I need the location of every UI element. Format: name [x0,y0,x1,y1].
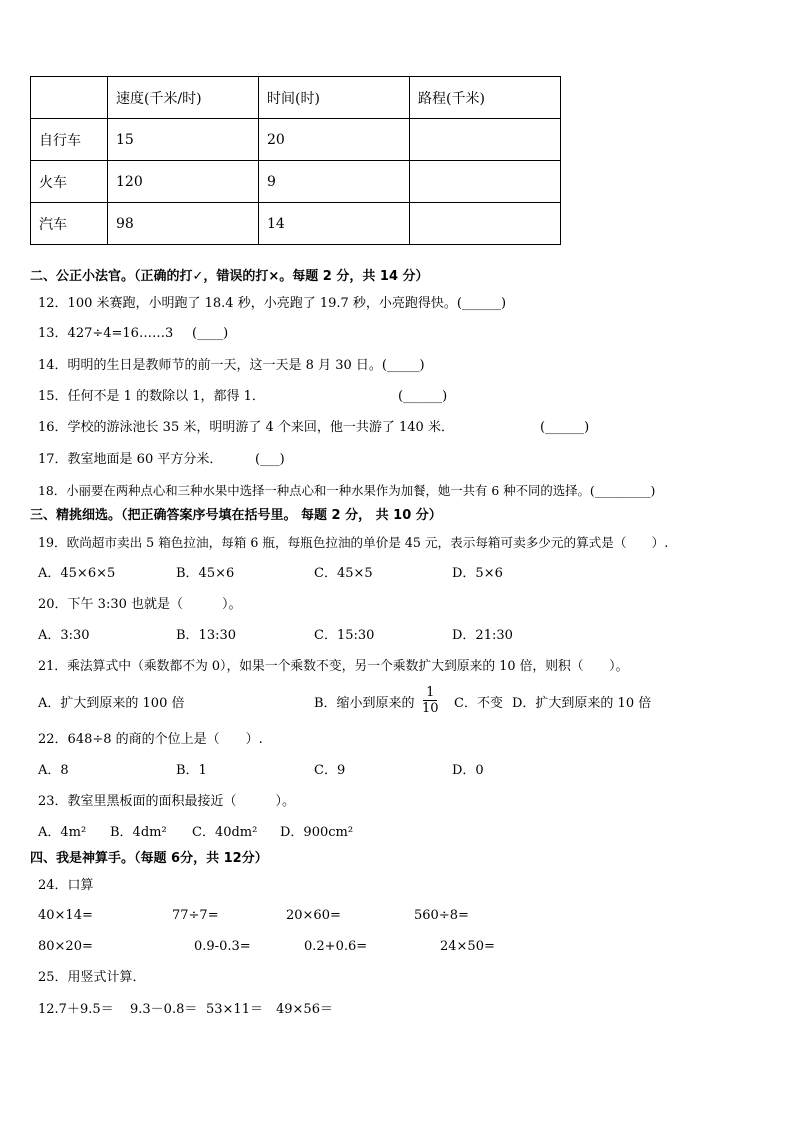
option-a[interactable]: A．8 [38,763,69,778]
calc-item: 24×50= [440,939,495,954]
option-d[interactable]: D．0 [452,763,484,778]
option-d[interactable]: D．扩大到原来的 10 倍 [512,696,652,711]
calc-item: 80×20= [38,939,93,954]
option-b[interactable]: B．缩小到原来的 [314,696,415,711]
option-c[interactable]: C．40dm² [192,825,258,840]
fraction-denominator: 10 [422,701,439,716]
table-header-time: 时间(时) [259,77,410,119]
table-cell [31,77,108,119]
table-cell: 120 [108,161,259,203]
calc-item: 20×60= [286,908,341,923]
option-a[interactable]: A．3:30 [38,628,90,643]
option-a[interactable]: A．扩大到原来的 100 倍 [38,696,185,711]
question-12: 12．100 米赛跑，小明跑了 18.4 秒，小亮跑了 19.7 秒，小亮跑得快。(______) [38,296,507,311]
answer-blank[interactable]: (______) [540,420,590,435]
option-c[interactable]: C．15:30 [314,628,375,643]
question-15: 15．任何不是 1 的数除以 1，都得 1． [38,389,265,404]
question-14: 14．明明的生日是教师节的前一天，这一天是 8 月 30 日。(_____) [38,358,425,373]
option-a[interactable]: A．45×6×5 [38,566,116,581]
calc-item: 0.2+0.6= [304,939,368,954]
question-24: 24．口算 [38,878,94,893]
table-cell: 火车 [31,161,108,203]
question-22: 22．648÷8 的商的个位上是（ ）. [38,732,263,747]
table-cell: 20 [259,119,410,161]
calc-item: 12.7＋9.5＝ [38,1002,114,1017]
option-b[interactable]: B．4dm² [110,825,167,840]
option-d[interactable]: D．900cm² [280,825,354,840]
table-cell: 自行车 [31,119,108,161]
table-cell: 15 [108,119,259,161]
calc-item: 0.9-0.3= [194,939,251,954]
answer-blank[interactable]: (____) [192,326,229,341]
calc-item: 560÷8= [414,908,469,923]
table-row [31,161,561,203]
section-heading: 三、精挑细选。（把正确答案序号填在括号里。 每题 2 分， 共 10 分） [30,508,442,523]
table-cell: 9 [259,161,410,203]
table-row [31,119,561,161]
answer-blank[interactable]: (______) [398,389,448,404]
answer-blank[interactable]: (___) [255,452,285,467]
table-cell [410,119,561,161]
option-d[interactable]: D．21:30 [452,628,513,643]
table-cell [410,161,561,203]
table-cell: 98 [108,203,259,245]
option-d[interactable]: D．5×6 [452,566,503,581]
question-13: 13．427÷4=16……3 [38,326,174,341]
calc-item: 49×56＝ [276,1002,333,1017]
option-c[interactable]: C．不变 [454,696,503,711]
fraction-one-tenth [422,685,439,716]
table-cell: 汽车 [31,203,108,245]
question-23: 23．教室里黑板面的面积最接近（ ）。 [38,794,296,809]
table-header-distance: 路程(千米) [410,77,561,119]
table-row [31,203,561,245]
calc-item: 40×14= [38,908,93,923]
calc-item: 9.3－0.8＝ [130,1002,198,1017]
option-b[interactable]: B．13:30 [176,628,237,643]
option-a[interactable]: A．4m² [38,825,87,840]
question-25: 25．用竖式计算． [38,970,146,985]
calc-item: 77÷7= [172,908,219,923]
question-18: 18．小丽要在两种点心和三种水果中选择一种点心和一种水果作为加餐，她一共有 6 种不同的选择。(_________) [38,483,656,498]
option-b[interactable]: B．45×6 [176,566,235,581]
calc-item: 53×11＝ [206,1002,263,1017]
table-header-row [31,77,561,119]
table-header-speed: 速度(千米/时) [108,77,259,119]
option-c[interactable]: C．9 [314,763,346,778]
option-b[interactable]: B．1 [176,763,207,778]
question-21: 21．乘法算式中（乘数都不为 0），如果一个乘数不变，另一个乘数扩大到原来的 10 倍，则积（ ）。 [38,659,629,674]
section-heading: 二、公正小法官。（正确的打✓，错误的打×。每题 2 分，共 14 分） [30,269,429,284]
question-19: 19．欧尚超市卖出 5 箱色拉油，每箱 6 瓶，每瓶色拉油的单价是 45 元，表示每箱可卖多少元的算式是（ ）. [38,535,669,550]
question-16: 16．学校的游泳池长 35 米，明明游了 4 个来回，他一共游了 140 米． [38,420,454,435]
option-c[interactable]: C．45×5 [314,566,373,581]
table-cell [410,203,561,245]
fraction-numerator: 1 [426,685,435,700]
table-cell: 14 [259,203,410,245]
speed-time-distance-table [30,76,561,245]
section-heading: 四、我是神算手。（每题 6分，共 12分） [30,851,268,866]
question-17: 17．教室地面是 60 平方分米． [38,452,223,467]
question-20: 20．下午 3:30 也就是（ ）。 [38,597,242,612]
